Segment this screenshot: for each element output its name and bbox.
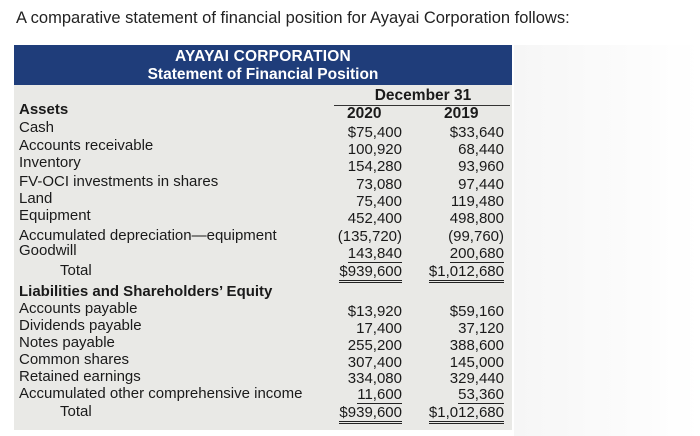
liab-label-aoci: Accumulated other comprehensive income xyxy=(19,385,303,402)
asset-label-equipment: Equipment xyxy=(19,207,91,224)
liab-retained-2019: 329,440 xyxy=(449,370,504,387)
asset-label-cash: Cash xyxy=(19,119,55,136)
asset-label-inventory: Inventory xyxy=(19,154,81,171)
liab-common-2019: 145,000 xyxy=(449,354,504,371)
liab-aoci-2019: 53,360 xyxy=(458,386,504,403)
liab-notes-2020: 255,200 xyxy=(347,337,402,354)
asset-label-receivable: Accounts receivable xyxy=(19,137,154,154)
liab-ap-2020: $13,920 xyxy=(347,303,402,320)
liab-total-2019: $1,012,680 xyxy=(429,404,504,424)
asset-receivable-2019: 68,440 xyxy=(458,141,504,158)
liab-label-dividends: Dividends payable xyxy=(19,317,142,334)
liab-label-common: Common shares xyxy=(19,351,130,368)
period-header: December 31 xyxy=(374,87,472,104)
assets-total-2019: $1,012,680 xyxy=(429,263,504,283)
asset-label-goodwill: Goodwill xyxy=(19,242,77,259)
asset-accum-depr-2020: (135,720) xyxy=(337,228,402,245)
asset-cash-2020: $75,400 xyxy=(347,124,402,141)
year-2019-header: 2019 xyxy=(444,105,479,122)
asset-cash-2019: $33,640 xyxy=(449,124,504,141)
assets-total-label: Total xyxy=(60,262,92,279)
asset-land-2020: 75,400 xyxy=(356,193,402,210)
liab-label-notes: Notes payable xyxy=(19,334,115,351)
asset-inventory-2019: 93,960 xyxy=(458,158,504,175)
liab-aoci-2020: 11,600 xyxy=(357,386,402,403)
statement-title: Statement of Financial Position xyxy=(147,66,379,83)
liab-common-2020: 307,400 xyxy=(347,354,402,371)
asset-goodwill-2019: 200,680 xyxy=(449,245,504,262)
liab-dividends-2020: 17,400 xyxy=(356,320,402,337)
asset-accum-depr-2019: (99,760) xyxy=(448,228,504,245)
liabilities-heading: Liabilities and Shareholders’ Equity xyxy=(19,283,273,300)
asset-equipment-2019: 498,800 xyxy=(449,210,504,227)
assets-heading: Assets xyxy=(19,101,69,118)
asset-label-accum-depr: Accumulated depreciation—equipment xyxy=(19,227,277,244)
intro-text: A comparative statement of financial position for Ayayai Corporation follows: xyxy=(16,9,570,27)
year-2020-header: 2020 xyxy=(347,105,382,122)
asset-label-land: Land xyxy=(19,190,53,207)
company-name: AYAYAI CORPORATION xyxy=(175,48,351,65)
liab-total-label: Total xyxy=(60,403,92,420)
assets-total-2020: $939,600 xyxy=(339,263,402,283)
liab-notes-2019: 388,600 xyxy=(449,337,504,354)
asset-goodwill-2020: 143,840 xyxy=(347,245,402,262)
liab-label-retained: Retained earnings xyxy=(19,368,141,385)
asset-inventory-2020: 154,280 xyxy=(347,158,402,175)
asset-receivable-2020: 100,920 xyxy=(347,141,402,158)
liab-dividends-2019: 37,120 xyxy=(458,320,504,337)
asset-equipment-2020: 452,400 xyxy=(347,210,402,227)
asset-fvoci-2019: 97,440 xyxy=(458,176,504,193)
liab-label-ap: Accounts payable xyxy=(19,300,138,317)
liab-total-2020: $939,600 xyxy=(339,404,402,424)
liab-retained-2020: 334,080 xyxy=(347,370,402,387)
asset-fvoci-2020: 73,080 xyxy=(356,176,402,193)
asset-land-2019: 119,480 xyxy=(450,193,504,210)
asset-label-fvoci: FV-OCI investments in shares xyxy=(19,173,219,190)
page-shade xyxy=(514,45,700,436)
liab-ap-2019: $59,160 xyxy=(449,303,504,320)
